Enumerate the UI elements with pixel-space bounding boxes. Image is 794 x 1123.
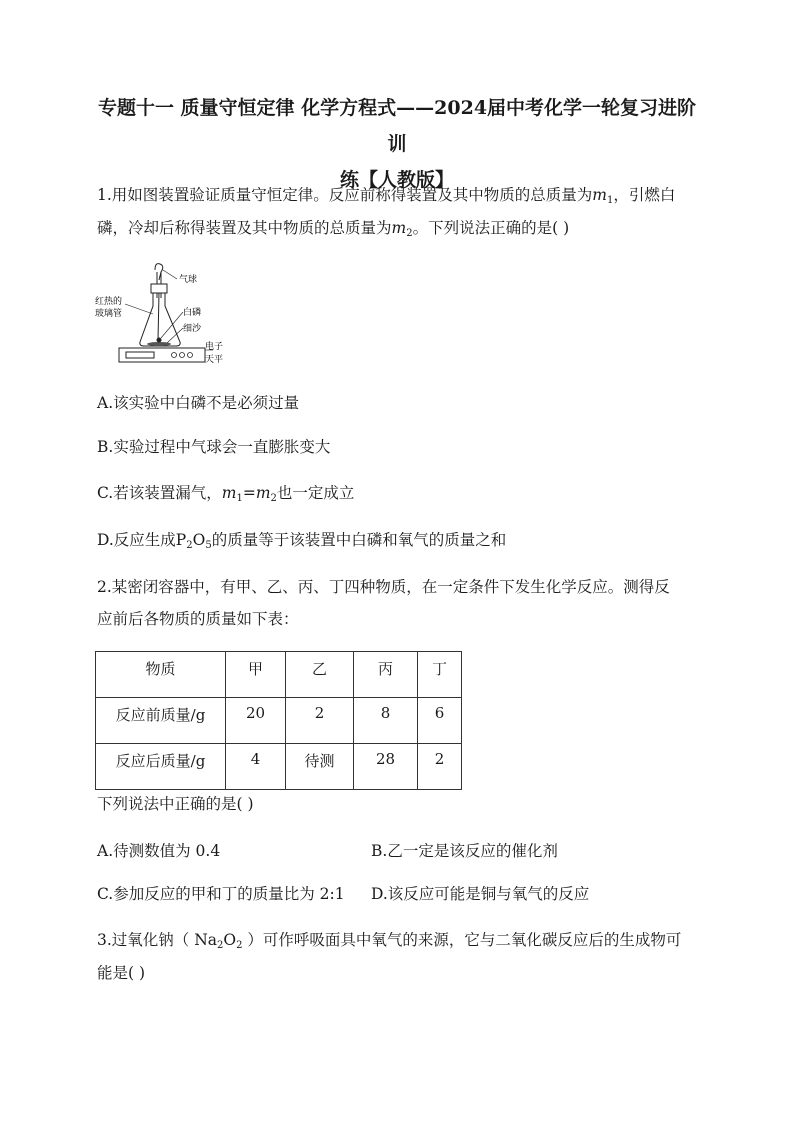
table-cell: 反应前质量/g	[96, 698, 226, 744]
q2-option-c: C.参加反应的甲和丁的质量比为 2:1	[97, 885, 345, 903]
q1-stem-line-1: 1.用如图装置验证质量守恒定律。反应前称得装置及其中物质的总质量为$m_1$，引燃白	[97, 186, 676, 206]
table-cell: 待测	[286, 744, 354, 790]
label-balance-2: 天平	[205, 355, 224, 365]
q1-option-d: D.反应生成$P_2O_5$的质量等于该装置中白磷和氧气的质量之和	[97, 531, 507, 551]
table-cell: 8	[354, 698, 418, 744]
q3-stem-line-2: 能是( )	[97, 964, 146, 982]
label-fine-sand: 细沙	[183, 324, 202, 334]
q1-option-c: C.若该装置漏气，$m_1=m_2$也一定成立	[97, 484, 355, 504]
mass-data-table	[95, 651, 462, 790]
table-cell: 反应后质量/g	[96, 744, 226, 790]
table-cell: 6	[418, 698, 462, 744]
m2-symbol: m	[391, 219, 407, 237]
q1-stem-line-2: 磷，冷却后称得装置及其中物质的总质量为$m_2$。下列说法正确的是( )	[97, 219, 570, 239]
q1-option-a: A.该实验中白磷不是必须过量	[97, 394, 300, 412]
table-header-cell: 乙	[286, 652, 354, 698]
q2-option-b: B.乙一定是该反应的催化剂	[371, 842, 558, 860]
q2-stem-line-1: 2.某密闭容器中，有甲、乙、丙、丁四种物质，在一定条件下发生化学反应。测得反	[97, 578, 670, 596]
label-balloon: 气球	[179, 275, 198, 285]
table-cell: 2	[418, 744, 462, 790]
label-white-phosphorus: 白磷	[183, 308, 202, 318]
q1-option-b: B.实验过程中气球会一直膨胀变大	[97, 438, 331, 456]
title-line-1: 专题十一 质量守恒定律 化学方程式——2024届中考化学一轮复习进阶训	[97, 97, 697, 155]
q2-stem-line-2: 应前后各物质的质量如下表：	[97, 610, 299, 628]
table-cell: 20	[226, 698, 286, 744]
table-header-cell: 丙	[354, 652, 418, 698]
table-cell: 4	[226, 744, 286, 790]
m1-symbol: m	[592, 186, 607, 204]
experiment-apparatus-figure	[95, 258, 245, 373]
q2-question: 下列说法中正确的是( )	[97, 795, 254, 813]
table-row	[96, 744, 462, 790]
table-header-cell: 甲	[226, 652, 286, 698]
label-glass-tube-1: 红热的	[95, 297, 123, 307]
table-header-row	[96, 652, 462, 698]
table-header-cell: 丁	[418, 652, 462, 698]
q2-option-d: D.该反应可能是铜与氧气的反应	[371, 885, 590, 903]
title-line-2: 练【人教版】	[339, 169, 454, 191]
label-balance-1: 电子	[205, 342, 224, 352]
table-cell: 2	[286, 698, 354, 744]
q2-option-a: A.待测数值为 0.4	[97, 842, 221, 860]
document-title	[95, 90, 699, 198]
label-glass-tube-2: 玻璃管	[95, 309, 123, 319]
table-row	[96, 698, 462, 744]
q3-stem-line-1: 3.过氧化钠（ $Na_2O_2$ ）可作呼吸面具中氧气的来源，它与二氧化碳反应后的生成物可	[97, 931, 682, 951]
table-cell: 28	[354, 744, 418, 790]
table-header-cell: 物质	[96, 652, 226, 698]
